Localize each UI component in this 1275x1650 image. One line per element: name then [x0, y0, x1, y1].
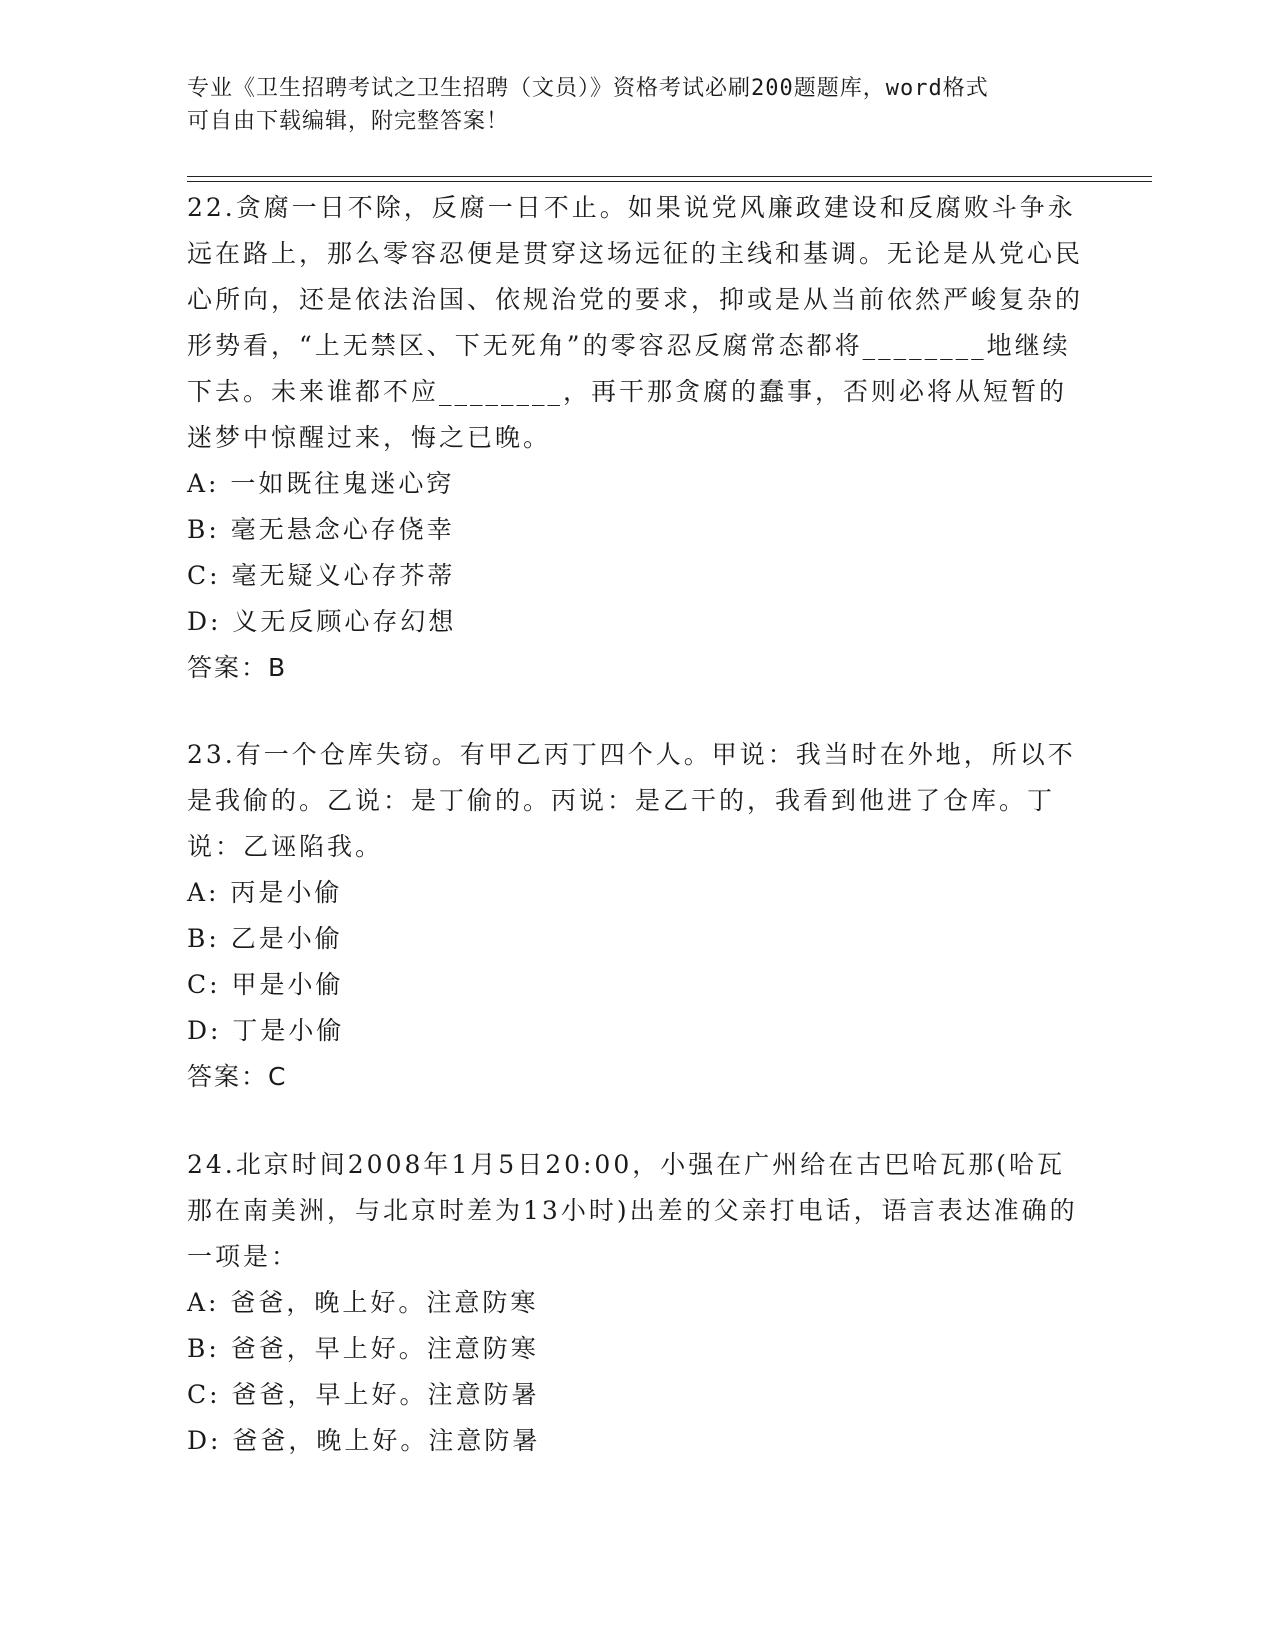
option-d: D: 义无反顾心存幻想: [187, 607, 457, 636]
document-header: [187, 72, 1087, 138]
answer: 答案：B: [187, 653, 288, 682]
option-c: C: 毫无疑义心存芥蒂: [187, 561, 456, 590]
header-divider-bottom: [187, 181, 1152, 182]
answer: 答案：C: [187, 1062, 288, 1091]
option-c: C: 甲是小偷: [187, 970, 344, 999]
question-22: [187, 185, 1087, 691]
question-24: [187, 1142, 1087, 1464]
option-b: B: 毫无悬念心存侥幸: [187, 515, 455, 544]
option-d: D: 丁是小偷: [187, 1016, 345, 1045]
header-divider-top: [187, 176, 1152, 177]
header-line-2: 可自由下载编辑，附完整答案！: [187, 109, 510, 134]
option-b: B: 爸爸，早上好。注意防寒: [187, 1334, 539, 1363]
option-c: C: 爸爸，早上好。注意防暑: [187, 1380, 540, 1409]
option-d: D: 爸爸，晚上好。注意防暑: [187, 1426, 541, 1455]
option-b: B: 乙是小偷: [187, 924, 343, 953]
header-line-1: 专业《卫生招聘考试之卫生招聘（文员）》资格考试必刷200题题库，word格式: [187, 76, 989, 101]
question-23: [187, 732, 1087, 1100]
question-stem: 23.有一个仓库失窃。有甲乙丙丁四个人。甲说：我当时在外地，所以不是我偷的。乙说：是丁偷的。丙说：是乙干的，我看到他进了仓库。丁说：乙诬陷我。: [187, 740, 1076, 861]
option-a: A: 丙是小偷: [187, 878, 343, 907]
question-stem: 24.北京时间2008年1月5日20:00，小强在广州给在古巴哈瓦那(哈瓦那在南美洲，与北京时差为13小时)出差的父亲打电话，语言表达准确的一项是：: [187, 1150, 1078, 1271]
question-stem: 22.贪腐一日不除，反腐一日不止。如果说党风廉政建设和反腐败斗争永远在路上，那么零容忍便是贯穿这场远征的主线和基调。无论是从党心民心所向，还是依法治国、依规治党的要求，抑或是从当前依然严峻复杂的形势看，“上无禁区、下无死角”的零容忍反腐常态都将________地继续下去。未来谁都不应________，再干那贪腐的蠢事，否则必将从短暂的迷梦中惊醒过来，悔之已晚。: [187, 193, 1084, 452]
option-a: A: 爸爸，晚上好。注意防寒: [187, 1288, 539, 1317]
option-a: A: 一如既往鬼迷心窍: [187, 469, 455, 498]
